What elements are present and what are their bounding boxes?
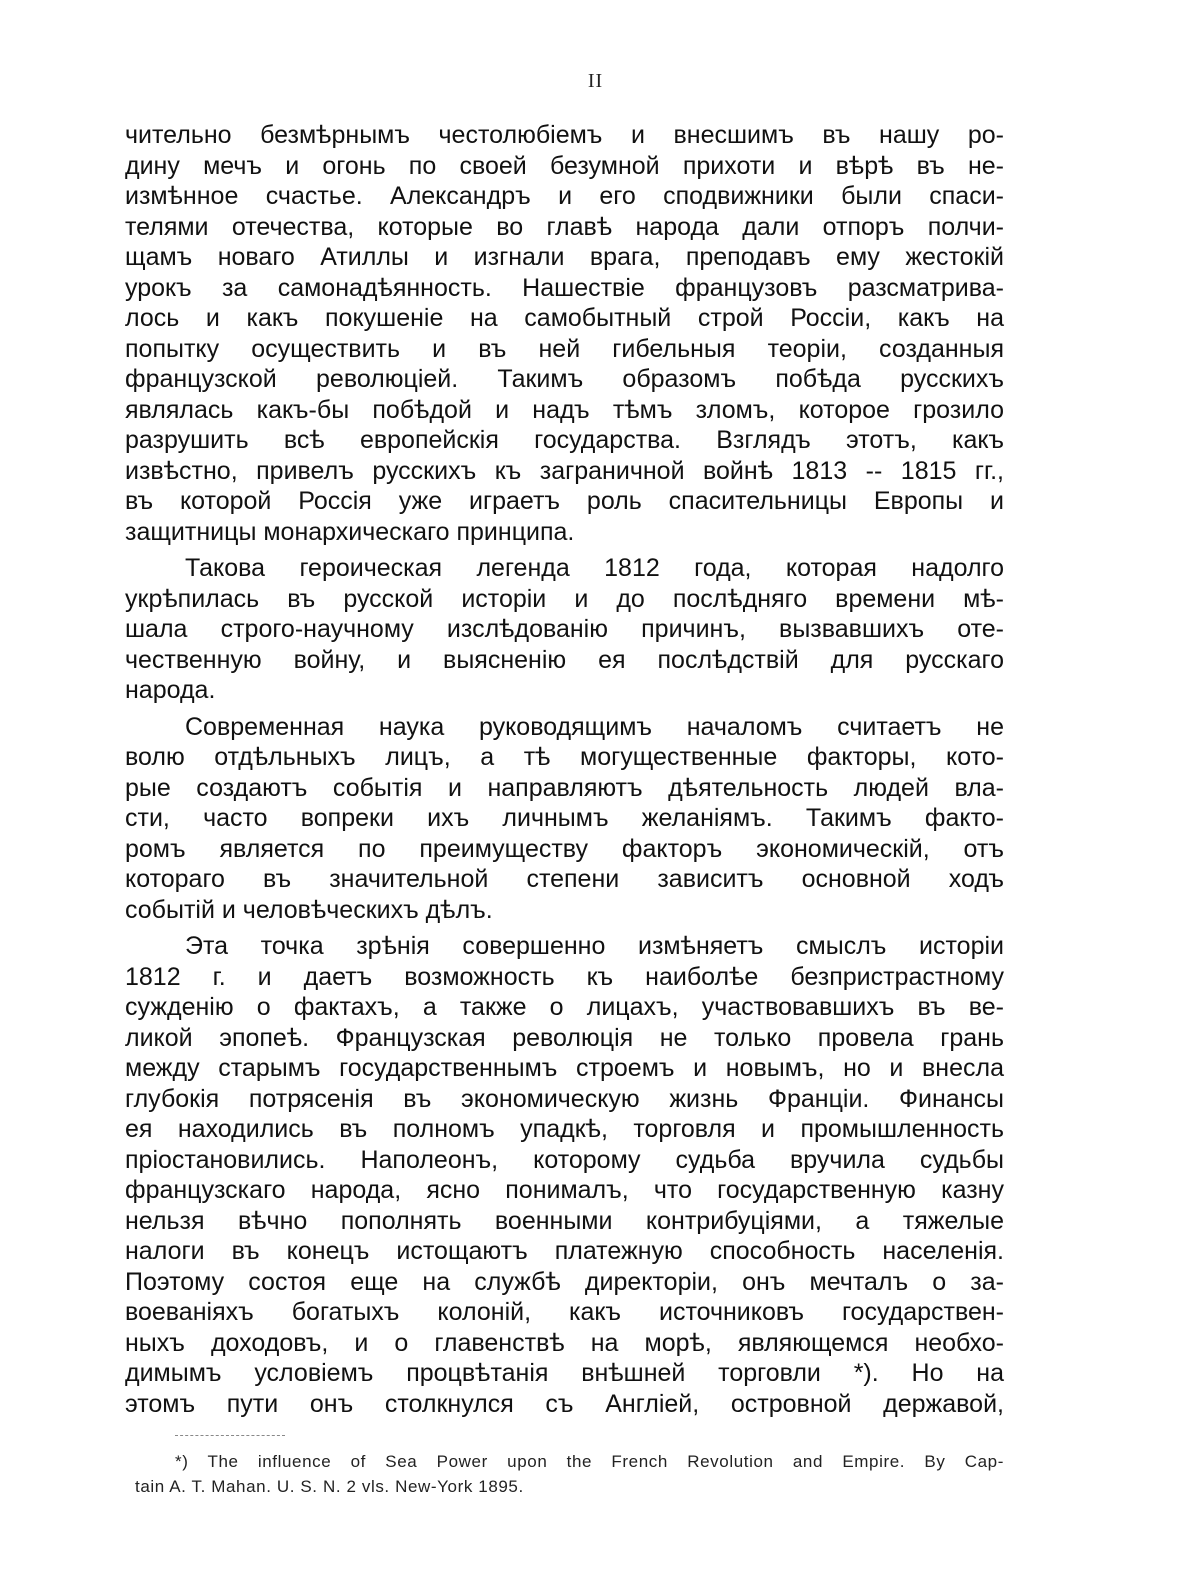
paragraph bbox=[125, 931, 1004, 1419]
text-line: урокъ за самонадѣянность. Нашествіе французовъ разсматрива- bbox=[125, 273, 1004, 302]
text-line: глубокія потрясенія въ экономическую жизнь Франціи. Финансы bbox=[125, 1084, 1004, 1113]
text-line: Поэтому состоя еще на службѣ директоріи, онъ мечталъ о за- bbox=[125, 1267, 1004, 1296]
text-line: французскаго народа, ясно понималъ, что государственную казну bbox=[125, 1176, 1004, 1204]
text-line: измѣнное счастье. Александръ и его сподвижники были спаси- bbox=[125, 182, 1004, 210]
text-line: извѣстно, привелъ русскихъ къ заграничной войнѣ 1813 -- 1815 гг., bbox=[125, 456, 1004, 485]
text-line: пріостановились. Наполеонъ, которому судьба вручила судьбы bbox=[125, 1145, 1004, 1174]
text-line: чительно безмѣрнымъ честолюбіемъ и внесшимъ въ нашу ро- bbox=[125, 121, 1004, 149]
paragraph bbox=[125, 553, 1004, 706]
text-line: событій и человѣческихъ дѣлъ. bbox=[125, 895, 493, 924]
text-line: рые создаютъ событія и направляютъ дѣятельность людей вла- bbox=[125, 773, 1004, 802]
text-line: Современная наука руководящимъ началомъ считаетъ не bbox=[185, 712, 1004, 741]
text-line: Такова героическая легенда 1812 года, которая надолго bbox=[185, 554, 1004, 582]
text-line: разрушить всѣ европейскія государства. Взглядъ этотъ, какъ bbox=[125, 426, 1004, 454]
text-line: народа. bbox=[125, 676, 216, 704]
body-text bbox=[125, 120, 1004, 1419]
text-line: димымъ условіемъ процвѣтанія внѣшней торговли *). Но на bbox=[125, 1359, 1004, 1387]
text-line: укрѣпилась въ русской исторіи и до послѣдняго времени мѣ- bbox=[125, 584, 1004, 613]
text-line: Эта точка зрѣнія совершенно измѣняетъ смыслъ исторіи bbox=[185, 932, 1004, 960]
text-line: налоги въ конецъ истощаютъ платежную способность населенія. bbox=[125, 1237, 1004, 1265]
text-line: дину мечъ и огонь по своей безумной прихоти и вѣрѣ въ не- bbox=[125, 151, 1004, 180]
text-line: въ которой Россія уже играетъ роль спасительницы Европы и bbox=[125, 487, 1004, 515]
text-line: 1812 г. и даетъ возможность къ наиболѣе безпристрастному bbox=[125, 962, 1004, 991]
text-line: шала строго-научному изслѣдованію причинъ, вызвавшихъ оте- bbox=[125, 615, 1004, 643]
footnote-line: *) The influence of Sea Power upon the French Revolution and Empire. By Cap- bbox=[175, 1452, 1004, 1471]
text-line: нельзя вѣчно пополнять военными контрибуціями, а тяжелые bbox=[125, 1206, 1004, 1235]
text-line: сужденію о фактахъ, а также о лицахъ, участвовавшихъ въ ве- bbox=[125, 993, 1004, 1021]
paragraph bbox=[125, 712, 1004, 926]
footnote-divider bbox=[175, 1435, 285, 1436]
text-line: попытку осуществить и въ ней гибельныя теоріи, созданныя bbox=[125, 334, 1004, 363]
text-line: сти, часто вопреки ихъ личнымъ желаніямъ. Такимъ факто- bbox=[125, 804, 1004, 832]
text-line: ликой эпопеѣ. Французская революція не только провела грань bbox=[125, 1023, 1004, 1052]
text-line: ныхъ доходовъ, и о главенствѣ на морѣ, являющемся необхо- bbox=[125, 1328, 1004, 1357]
text-line: являлась какъ-бы побѣдой и надъ тѣмъ зломъ, которое грозило bbox=[125, 395, 1004, 424]
text-line: волю отдѣльныхъ лицъ, а тѣ могущественные факторы, кото- bbox=[125, 743, 1004, 771]
text-line: лось и какъ покушеніе на самобытный строй Россіи, какъ на bbox=[125, 304, 1004, 332]
page-number: II bbox=[587, 70, 604, 92]
footnote bbox=[135, 1449, 1004, 1499]
text-line: воеваніяхъ богатыхъ колоній, какъ источниковъ государствен- bbox=[125, 1298, 1004, 1326]
text-line: ея находились въ полномъ упадкѣ, торговля и промышленность bbox=[125, 1115, 1004, 1143]
text-line: этомъ пути онъ столкнулся съ Англіей, островной державой, bbox=[125, 1389, 1004, 1418]
text-line: чественную войну, и выясненію ея послѣдствій для русскаго bbox=[125, 645, 1004, 674]
text-line: между старымъ государственнымъ строемъ и новымъ, но и внесла bbox=[125, 1054, 1004, 1082]
text-line: защитницы монархическаго принципа. bbox=[125, 517, 575, 546]
text-line: ромъ является по преимуществу факторъ экономическій, отъ bbox=[125, 834, 1004, 863]
text-line: телями отечества, которые во главѣ народа дали отпоръ полчи- bbox=[125, 212, 1004, 241]
text-line: французской революціей. Такимъ образомъ побѣда русскихъ bbox=[125, 365, 1004, 393]
paragraph bbox=[125, 120, 1004, 547]
text-line: щамъ новаго Атиллы и изгнали врага, преподавъ ему жестокій bbox=[125, 243, 1004, 271]
text-line: котораго въ значительной степени зависитъ основной ходъ bbox=[125, 865, 1004, 893]
footnote-line: tain A. T. Mahan. U. S. N. 2 vls. New-York 1895. bbox=[135, 1477, 524, 1496]
